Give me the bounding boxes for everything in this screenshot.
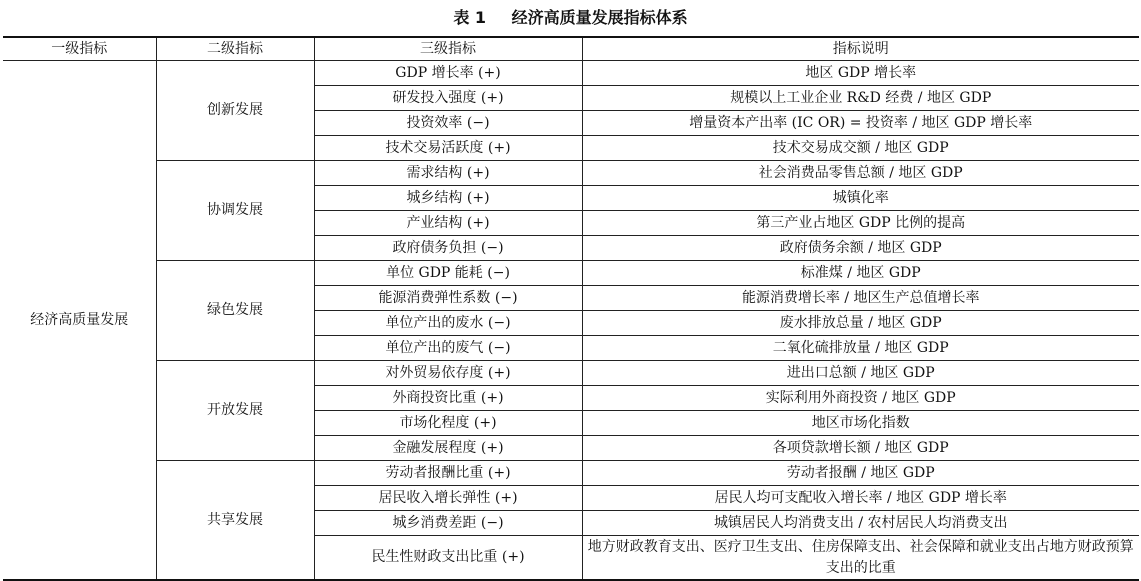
- indicator-cell: 单位产出的废水 (−): [314, 311, 582, 336]
- table-row: [3, 461, 1139, 486]
- indicator-cell: GDP 增长率 (+): [314, 61, 582, 86]
- indicator-cell: 城乡消费差距 (−): [314, 511, 582, 536]
- indicator-cell: 劳动者报酬比重 (+): [314, 461, 582, 486]
- indicator-cell: 政府债务负担 (−): [314, 236, 582, 261]
- level2-cell: 创新发展: [156, 61, 314, 161]
- description-cell: 城镇化率: [582, 186, 1139, 211]
- description-cell: 地区 GDP 增长率: [582, 61, 1139, 86]
- description-cell: 废水排放总量 / 地区 GDP: [582, 311, 1139, 336]
- indicator-cell: 能源消费弹性系数 (−): [314, 286, 582, 311]
- table-row: [3, 261, 1139, 286]
- indicator-cell: 产业结构 (+): [314, 211, 582, 236]
- description-cell: 地区市场化指数: [582, 411, 1139, 436]
- indicator-cell: 对外贸易依存度 (+): [314, 361, 582, 386]
- level1-cell: 经济高质量发展: [3, 61, 156, 581]
- indicator-cell: 居民收入增长弹性 (+): [314, 486, 582, 511]
- indicator-cell: 单位 GDP 能耗 (−): [314, 261, 582, 286]
- description-cell: 进出口总额 / 地区 GDP: [582, 361, 1139, 386]
- description-cell: 政府债务余额 / 地区 GDP: [582, 236, 1139, 261]
- header-row: [3, 37, 1139, 61]
- description-cell: 规模以上工业企业 R&D 经费 / 地区 GDP: [582, 86, 1139, 111]
- level2-cell: 开放发展: [156, 361, 314, 461]
- description-cell: 地方财政教育支出、医疗卫生支出、住房保障支出、社会保障和就业支出占地方财政预算支出的比重: [582, 536, 1139, 581]
- indicator-cell: 需求结构 (+): [314, 161, 582, 186]
- description-cell: 社会消费品零售总额 / 地区 GDP: [582, 161, 1139, 186]
- indicator-table: [3, 36, 1139, 581]
- indicator-cell: 金融发展程度 (+): [314, 436, 582, 461]
- header-level2: 二级指标: [156, 37, 314, 61]
- description-cell: 城镇居民人均消费支出 / 农村居民人均消费支出: [582, 511, 1139, 536]
- table-row: [3, 161, 1139, 186]
- description-cell: 标准煤 / 地区 GDP: [582, 261, 1139, 286]
- table-title: 经济高质量发展指标体系: [511, 8, 688, 27]
- indicator-cell: 外商投资比重 (+): [314, 386, 582, 411]
- table-row: [3, 361, 1139, 386]
- description-cell: 二氧化硫排放量 / 地区 GDP: [582, 336, 1139, 361]
- indicator-cell: 投资效率 (−): [314, 111, 582, 136]
- level2-cell: 协调发展: [156, 161, 314, 261]
- description-cell: 劳动者报酬 / 地区 GDP: [582, 461, 1139, 486]
- description-cell: 居民人均可支配收入增长率 / 地区 GDP 增长率: [582, 486, 1139, 511]
- description-cell: 技术交易成交额 / 地区 GDP: [582, 136, 1139, 161]
- indicator-cell: 研发投入强度 (+): [314, 86, 582, 111]
- description-cell: 能源消费增长率 / 地区生产总值增长率: [582, 286, 1139, 311]
- description-cell: 各项贷款增长额 / 地区 GDP: [582, 436, 1139, 461]
- header-level3: 三级指标: [314, 37, 582, 61]
- indicator-cell: 城乡结构 (+): [314, 186, 582, 211]
- indicator-cell: 技术交易活跃度 (+): [314, 136, 582, 161]
- table-number: 表 1: [453, 8, 487, 27]
- header-level1: 一级指标: [3, 37, 156, 61]
- level2-cell: 共享发展: [156, 461, 314, 581]
- level2-cell: 绿色发展: [156, 261, 314, 361]
- description-cell: 增量资本产出率 (IC OR) = 投资率 / 地区 GDP 增长率: [582, 111, 1139, 136]
- header-description: 指标说明: [582, 37, 1139, 61]
- indicator-cell: 单位产出的废气 (−): [314, 336, 582, 361]
- indicator-cell: 市场化程度 (+): [314, 411, 582, 436]
- description-cell: 第三产业占地区 GDP 比例的提高: [582, 211, 1139, 236]
- table-row: [3, 61, 1139, 86]
- indicator-cell: 民生性财政支出比重 (+): [314, 536, 582, 581]
- table-caption: [0, 4, 1141, 32]
- description-cell: 实际利用外商投资 / 地区 GDP: [582, 386, 1139, 411]
